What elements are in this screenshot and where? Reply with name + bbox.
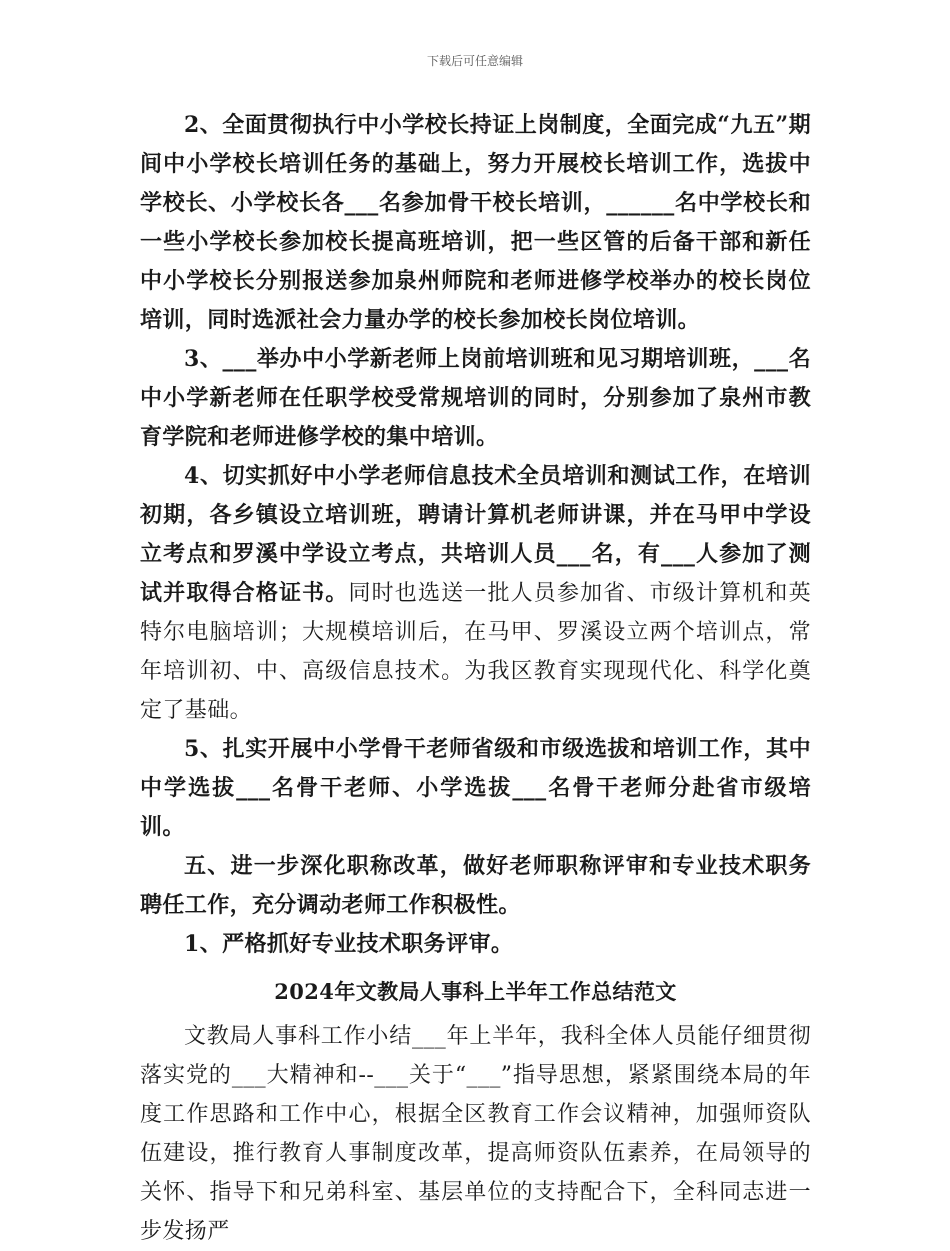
paragraph-new-teacher-training: 3、___举办中小学新老师上岗前培训班和见习期培训班，___名中小学新老师在任职学校受常规培训的同时，分别参加了泉州市教育学院和老师进修学校的集中培训。 [140,346,811,450]
page-header: 下载后可任意编辑 [426,54,523,68]
paragraph-backbone-teacher: 5、扎实开展中小学骨干老师省级和市级选拔和培训工作，其中中学选拔___名骨干老师、小学选拔___名骨干老师分赴省市级培训。 [140,736,811,840]
paragraph-title-reform: 五、进一步深化职称改革，做好老师职称评审和专业技术职务聘任工作，充分调动老师工作积极性。 [140,853,811,918]
paragraph-it-training [140,457,811,730]
paragraph-review: 1、严格抓好专业技术职务评审。 [184,931,514,957]
it-training-bold-text: 4、切实抓好中小学老师信息技术全员培训和测试工作，在培训初期，各乡镇设立培训班，聘请计算机老师讲课，并在马甲中学设立考点和罗溪中学设立考点，共培训人员___名，有___人参加了测试并取得合格证书。 [140,463,811,606]
it-training-normal-text: 同时也选送一批人员参加省、市级计算机和英特尔电脑培训；大规模培训后，在马甲、罗溪设立两个培训点，常年培训初、中、高级信息技术。为我区教育实现现代化、科学化奠定了基础。 [140,581,811,723]
section-title: 2024年文教局人事科上半年工作总结范文 [274,979,677,1004]
paragraph-summary: 文教局人事科工作小结___年上半年，我科全体人员能仔细贯彻落实党的___大精神和--___关于“___”指导思想，紧紧围绕本局的年度工作思路和工作中心，根据全区教育工作会议精神，加强师资队伍建设，推行教育人事制度改革，提高师资队伍素养，在局领导的关怀、指导下和兄弟科室、基层单位的支持配合下，全科同志进一步发扬严 [140,1024,811,1244]
paragraph-principal-training: 2、全面贯彻执行中小学校长持证上岗制度，全面完成“九五”期间中小学校长培训任务的基础上，努力开展校长培训工作，选拔中学校长、小学校长各___名参加骨干校长培训，______名中学校长和一些小学校长参加校长提高班培训，把一些区管的后备干部和新任中小学校长分别报送参加泉州师院和老师进修学校举办的校长岗位培训，同时选派社会力量办学的校长参加校长岗位培训。 [140,112,811,333]
document-body [140,106,811,1251]
